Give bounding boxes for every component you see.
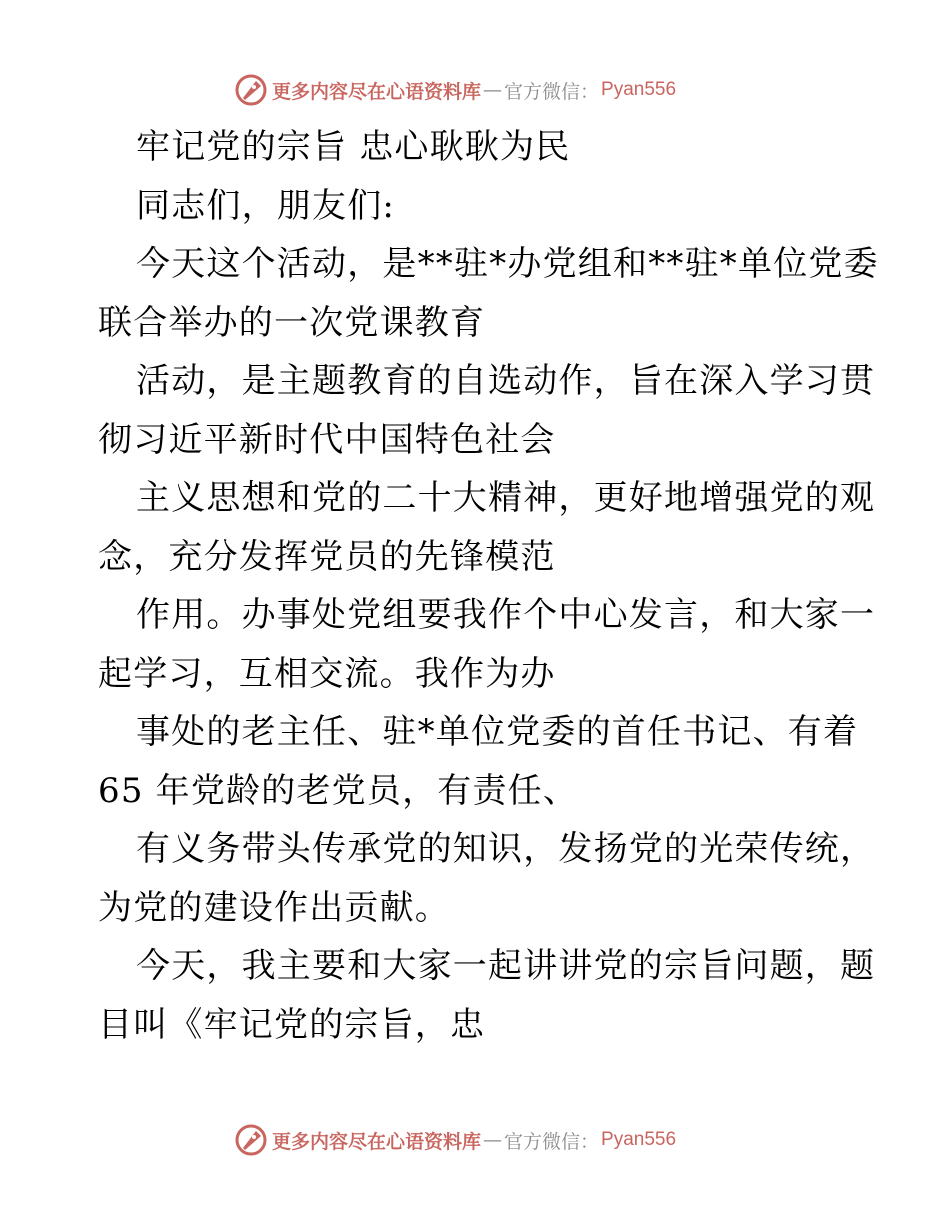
watermark-label: 官方微信：: [504, 1130, 600, 1153]
pen-nib-circle-icon: [234, 73, 268, 107]
watermark-wechat-id: Pyan556: [601, 1129, 677, 1150]
watermark-dash: —: [483, 79, 503, 101]
title-line: 牢记党的宗旨 忠心耿耿为民: [136, 127, 571, 167]
watermark-dash: —: [483, 1129, 503, 1151]
pen-nib-circle-icon: [234, 1123, 268, 1157]
text-line: 今天这个活动，是**驻*办党组和**驻*单位党委: [136, 244, 879, 284]
text-line: 65 年党龄的老党员，有责任、: [98, 770, 579, 811]
footer-watermark: [234, 1122, 734, 1158]
text-line: 为党的建设作出贡献。: [98, 887, 450, 928]
text-line: 作用。办事处党组要我作个中心发言，和大家一: [136, 595, 876, 635]
text-line: 目叫《牢记党的宗旨，忠: [98, 1004, 486, 1045]
watermark-text: 更多内容尽在心语资料库: [272, 80, 482, 103]
watermark-wechat-id: Pyan556: [601, 79, 677, 100]
text-line: 活动，是主题教育的自选动作，旨在深入学习贯: [136, 361, 876, 401]
text-line: 主义思想和党的二十大精神，更好地增强党的观: [136, 478, 876, 518]
text-line: 起学习，互相交流。我作为办: [98, 653, 556, 694]
header-watermark: [234, 72, 734, 108]
document-body: [98, 118, 879, 1054]
text-line: 彻习近平新时代中国特色社会: [98, 419, 556, 460]
text-line: 联合举办的一次党课教育: [98, 302, 486, 343]
text-line: 今天，我主要和大家一起讲讲党的宗旨问题，题: [136, 946, 876, 986]
watermark-text: 更多内容尽在心语资料库: [272, 1130, 482, 1153]
text-line: 念，充分发挥党员的先锋模范: [98, 536, 556, 577]
text-line: 有义务带头传承党的知识，发扬党的光荣传统，: [136, 829, 876, 869]
salutation-line: 同志们，朋友们:: [136, 185, 396, 226]
watermark-label: 官方微信：: [504, 80, 600, 103]
text-line: 事处的老主任、驻*单位党委的首任书记、有着: [136, 712, 859, 752]
